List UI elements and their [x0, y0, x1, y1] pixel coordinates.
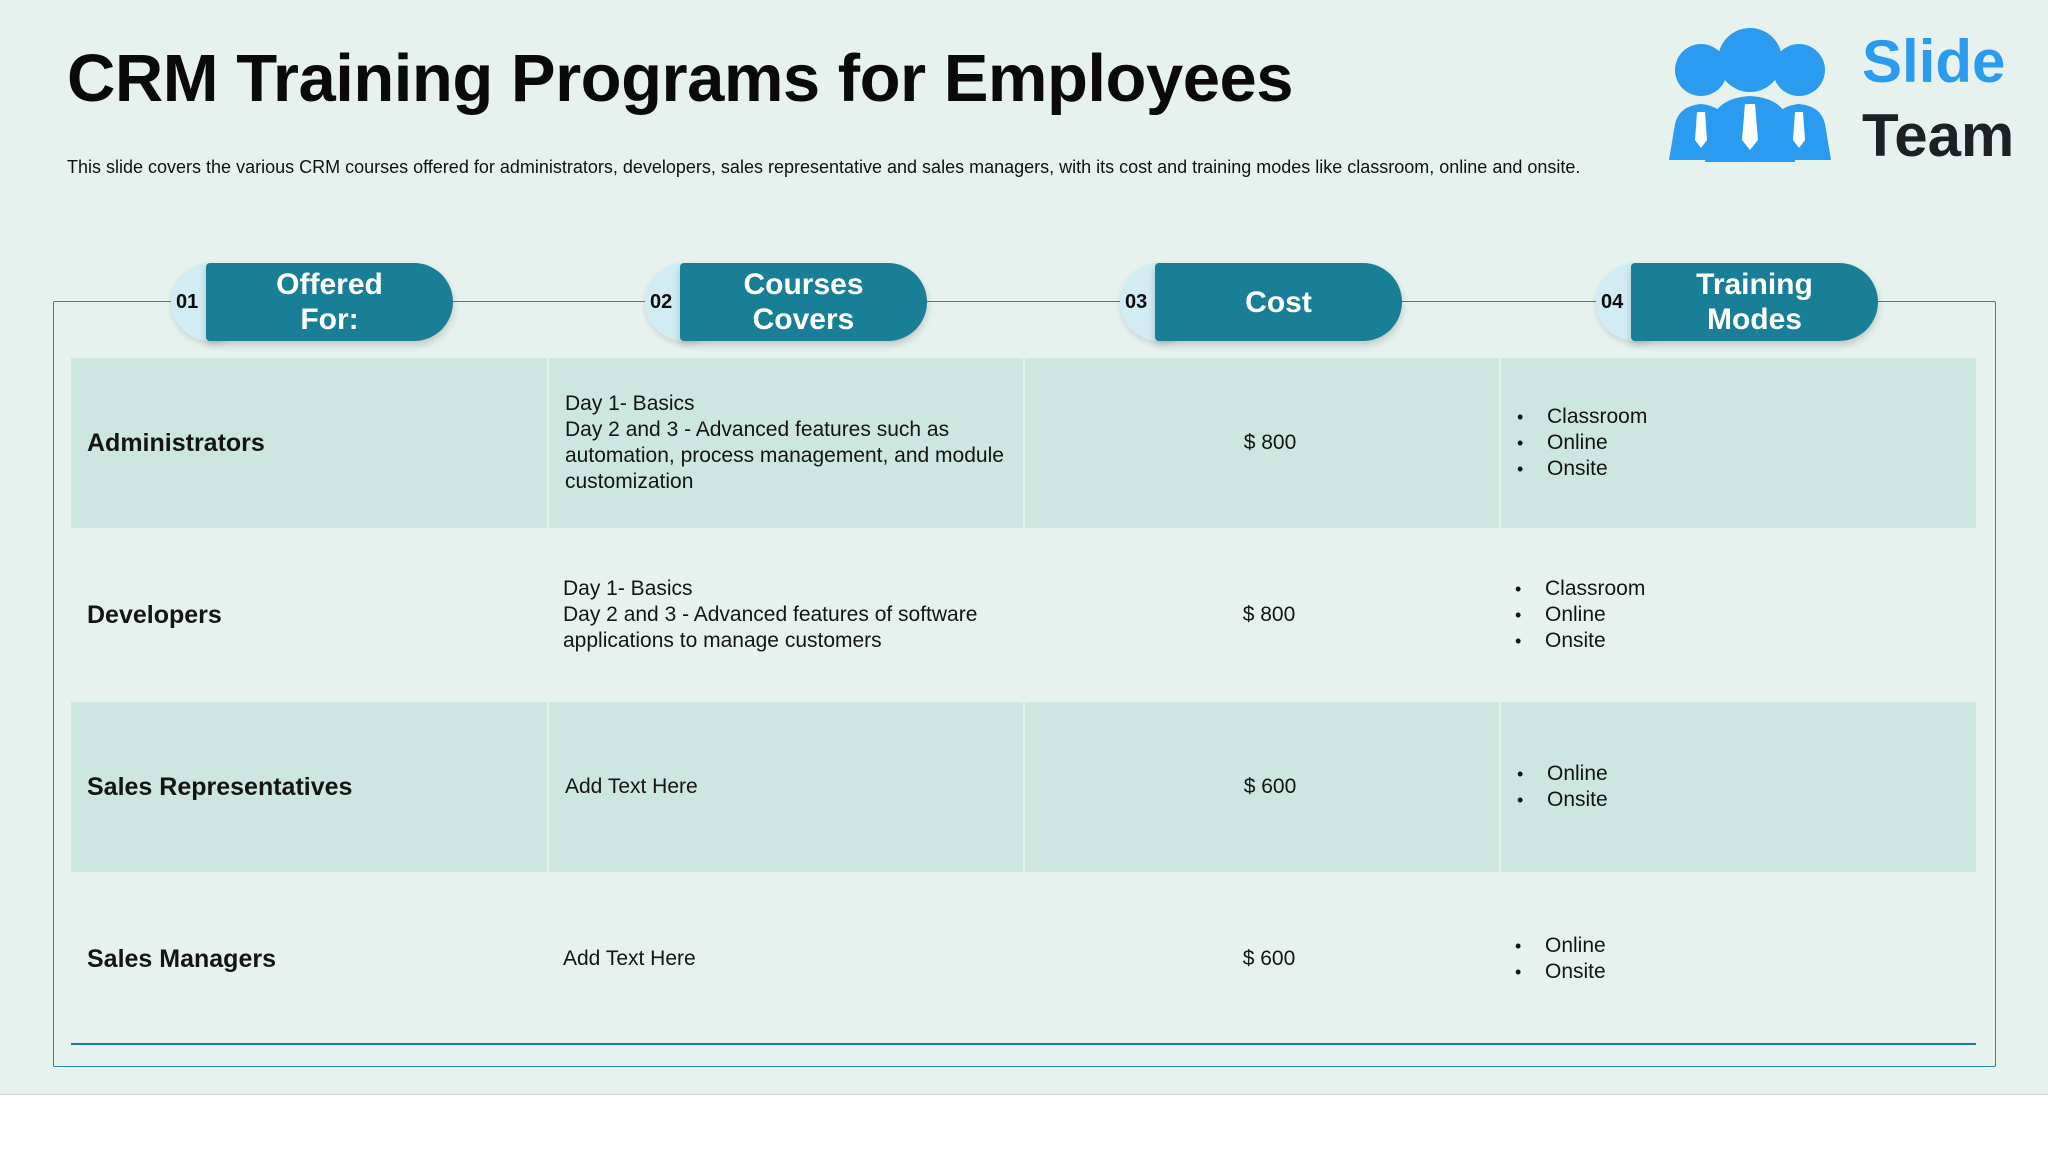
cost-cell: $ 600: [1023, 702, 1499, 872]
column-number: 03: [1125, 291, 1148, 313]
logo-slide-text: Slide: [1862, 28, 2006, 95]
table-row-administrators: [71, 358, 1976, 528]
table-row-sales-managers: [71, 874, 1976, 1044]
column-header-courses: [645, 263, 927, 341]
modes-list: [1517, 404, 1647, 482]
modes-cell: [1499, 702, 1976, 872]
team-people-icon: [1665, 28, 1855, 168]
mode-item: • Onsite: [1545, 628, 1645, 654]
mode-item: • Online: [1545, 602, 1645, 628]
modes-cell: [1499, 874, 1976, 1044]
courses-text: Day 1- Basics Day 2 and 3 - Advanced features of software applications to manage customers: [563, 577, 978, 652]
table-row-sales-representatives: [71, 702, 1976, 872]
offered-for-cell: Sales Managers: [87, 945, 276, 973]
modes-list: [1515, 576, 1645, 654]
column-label: Offered For:: [206, 263, 453, 341]
cost-cell: $ 800: [1242, 603, 1296, 626]
mode-item: • Online: [1547, 761, 1608, 787]
column-header-cost: [1120, 263, 1402, 341]
courses-text: Add Text Here: [565, 775, 698, 798]
column-label: Training Modes: [1631, 263, 1878, 341]
mode-item: • Classroom: [1547, 404, 1647, 430]
courses-text: Day 1- Basics Day 2 and 3 - Advanced features such as automation, process management, and module customization: [565, 392, 1004, 493]
mode-item: • Onsite: [1545, 959, 1606, 985]
column-number: 01: [176, 291, 199, 313]
courses-text: Add Text Here: [563, 947, 696, 970]
offered-for-cell: Administrators: [87, 429, 265, 457]
column-number: 04: [1601, 291, 1624, 313]
column-number: 02: [650, 291, 673, 313]
mode-item: • Onsite: [1547, 456, 1647, 482]
logo-team-text: Team: [1862, 102, 2015, 169]
table-bottom-rule: [71, 1043, 1976, 1045]
mode-item: • Classroom: [1545, 576, 1645, 602]
courses-cell: [547, 530, 1023, 700]
modes-cell: [1499, 358, 1976, 528]
column-header-training-modes: [1596, 263, 1878, 341]
modes-list: [1517, 761, 1608, 813]
column-label: Cost: [1155, 263, 1402, 341]
page-title: CRM Training Programs for Employees: [67, 41, 1293, 116]
mode-item: • Onsite: [1547, 787, 1608, 813]
mode-item: • Online: [1545, 933, 1606, 959]
modes-cell: [1499, 530, 1976, 700]
mode-item: • Online: [1547, 430, 1647, 456]
offered-for-cell: Developers: [87, 601, 222, 629]
cost-cell: $ 600: [1242, 947, 1296, 970]
offered-for-cell: Sales Representatives: [87, 773, 353, 801]
courses-cell: [547, 358, 1023, 528]
table-row-developers: [71, 530, 1976, 700]
courses-cell: [547, 874, 1023, 1044]
cost-cell: $ 800: [1023, 358, 1499, 528]
column-label: Courses Covers: [680, 263, 927, 341]
courses-cell: [547, 702, 1023, 872]
modes-list: [1515, 933, 1606, 985]
page-subtitle: This slide covers the various CRM courses offered for administrators, developers, sales representative and sales managers, with its cost and training modes like classroom, online and onsite.: [67, 157, 1581, 177]
column-header-offered-for: [171, 263, 453, 341]
